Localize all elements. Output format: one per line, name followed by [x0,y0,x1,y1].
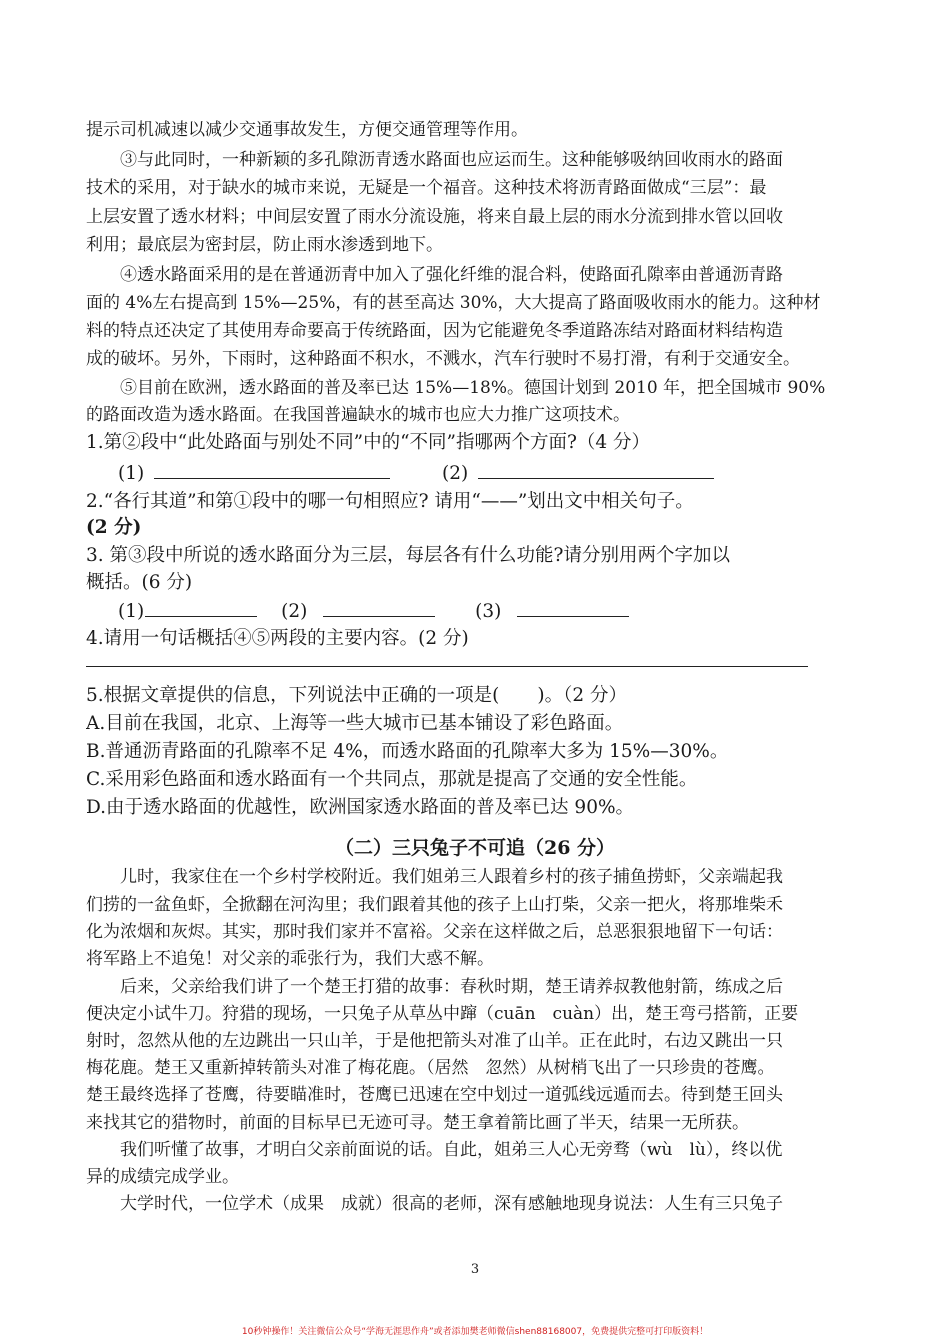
answer-blank[interactable] [517,598,629,617]
paragraph-line: 利用；最底层为密封层，防止雨水渗透到地下。 [86,235,443,255]
paragraph-line: ⑤目前在欧洲，透水路面的普及率已达 15%—18%。德国计划到 2010 年，把全国城市 90% [120,378,826,398]
paragraph-line: 料的特点还决定了其使用寿命要高于传统路面，因为它能避免冬季道路冻结对路面材料结构造 [86,321,783,341]
question-5-score: )。（2 分） [537,685,627,706]
paragraph-line: 的路面改造为透水路面。在我国普遍缺水的城市也应大力推广这项技术。 [86,405,630,425]
paragraph-line: 技术的采用，对于缺水的城市来说，无疑是一个福音。这种技术将沥青路面做成“三层”：最 [86,178,767,198]
paragraph-line: ③与此同时，一种新颖的多孔隙沥青透水路面也应运而生。这种能够吸纳回收雨水的路面 [120,150,783,170]
story-line: 梅花鹿。楚王又重新掉转箭头对准了梅花鹿。（居然 忽然）从树梢飞出了一只珍贵的苍鹰。 [86,1058,775,1078]
answer-label: (3) [475,601,502,622]
paragraph-line: 提示司机减速以减少交通事故发生，方便交通管理等作用。 [86,120,528,140]
answer-label: (1) [118,601,145,622]
paragraph-line: 上层安置了透水材料；中间层安置了雨水分流设施，将来自最上层的雨水分流到排水管以回收 [86,207,783,227]
footer-notice: 10秒钟操作！关注微信公众号“学海无涯思作舟”或者添加樊老师微信shen88168007，免费提供完整可打印版资料！ [241,1327,709,1337]
question-5-text: 5.根据文章提供的信息，下列说法中正确的一项是( [86,685,500,706]
story-line: 将军路上不追兔！对父亲的乖张行为，我们大惑不解。 [86,949,494,969]
story-line: 射时，忽然从他的左边跳出一只山羊，于是他把箭头对准了山羊。正在此时，右边又跳出一只 [86,1031,783,1051]
story-line: 我们听懂了故事，才明白父亲前面说的话。自此，姐弟三人心无旁骛（wù lù），终以优 [120,1140,783,1160]
question-1: 1.第②段中“此处路面与别处不同”中的“不同”指哪两个方面?（4 分） [86,432,651,453]
question-3-cont: 概括。(6 分) [86,572,193,593]
story-line: 化为浓烟和灰烬。其实，那时我们家并不富裕。父亲在这样做之后，总恶狠狠地留下一句话： [86,922,783,942]
question-1-answers [118,460,818,487]
section-title: （二）三只兔子不可追（26 分） [334,837,616,859]
answer-label: (2) [281,601,308,622]
answer-label: (1) [118,463,145,484]
story-line: 大学时代，一位学术（成果 成就）很高的老师，深有感触地现身说法：人生有三只兔子 [120,1194,783,1214]
option-c: C.采用彩色路面和透水路面有一个共同点，那就是提高了交通的安全性能。 [86,769,698,790]
question-3: 3. 第③段中所说的透水路面分为三层，每层各有什么功能?请分别用两个字加以 [86,545,730,566]
answer-line[interactable] [86,666,808,667]
story-line: 便决定小试牛刀。狩猎的现场，一只兔子从草丛中蹿（cuān cuàn）出，楚王弯弓搭箭，正要 [86,1004,799,1024]
answer-label: (2) [442,463,469,484]
paragraph-line: 面的 4%左右提高到 15%—25%，有的甚至高达 30%，大大提高了路面吸收雨水的能力。这种材 [86,293,821,313]
question-2: 2.“各行其道”和第①段中的哪一句相照应? 请用“——”划出文中相关句子。 [86,491,694,512]
story-line: 后来，父亲给我们讲了一个楚王打猎的故事：春秋时期，楚王请养叔教他射箭，练成之后 [120,977,783,997]
story-line: 们捞的一盆鱼虾，全掀翻在河沟里；我们跟着其他的孩子上山打柴，父亲一把火，将那堆柴禾 [86,895,783,915]
question-4: 4.请用一句话概括④⑤两段的主要内容。(2 分) [86,628,469,649]
option-d: D.由于透水路面的优越性，欧洲国家透水路面的普及率已达 90%。 [86,797,635,818]
question-2-score: (2 分) [86,517,142,538]
story-line: 异的成绩完成学业。 [86,1167,239,1187]
question-3-answers [118,598,818,625]
question-5 [86,683,866,709]
story-line: 来找其它的猎物时，前面的目标早已无迹可寻。楚王拿着箭比画了半天，结果一无所获。 [86,1113,749,1133]
story-line: 楚王最终选择了苍鹰，待要瞄准时，苍鹰已迅速在空中划过一道弧线远遁而去。待到楚王回头 [86,1085,783,1105]
answer-blank[interactable] [145,598,257,617]
paragraph-line: ④透水路面采用的是在普通沥青中加入了强化纤维的混合料，使路面孔隙率由普通沥青路 [120,265,783,285]
answer-blank[interactable] [154,460,390,479]
option-a: A.目前在我国，北京、上海等一些大城市已基本铺设了彩色路面。 [86,713,624,734]
answer-blank[interactable] [323,598,435,617]
option-b: B.普通沥青路面的孔隙率不足 4%，而透水路面的孔隙率大多为 15%—30%。 [86,741,729,762]
page-number: 3 [470,1262,480,1277]
story-line: 儿时，我家住在一个乡村学校附近。我们姐弟三人跟着乡村的孩子捕鱼捞虾，父亲端起我 [120,867,783,887]
paragraph-line: 成的破坏。另外，下雨时，这种路面不积水，不溅水，汽车行驶时不易打滑，有利于交通安全。 [86,349,800,369]
answer-blank[interactable] [478,460,714,479]
